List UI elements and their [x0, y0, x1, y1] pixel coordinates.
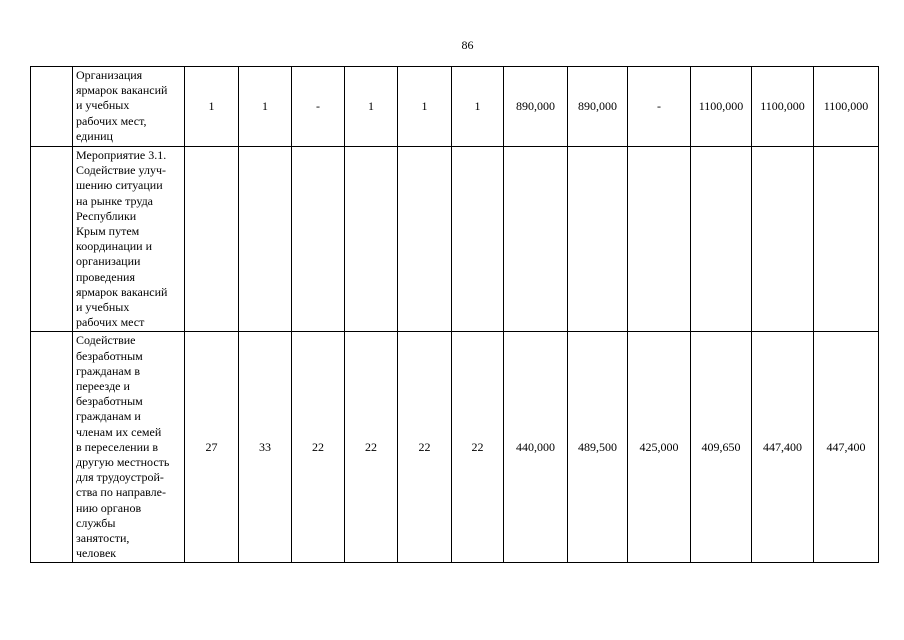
value-cell	[504, 147, 568, 332]
row-label-line: нию органов	[76, 500, 142, 515]
data-table	[30, 66, 879, 563]
row-label-line: безработным	[76, 394, 143, 409]
value-cell	[292, 147, 345, 332]
row-label-line: членам их семей	[76, 424, 162, 439]
value-cell: 409,650	[691, 332, 752, 563]
value-cell: 22	[398, 332, 452, 563]
value-cell: 1	[345, 67, 398, 147]
value-cell	[345, 147, 398, 332]
value-cell: 1	[185, 67, 239, 147]
row-label-line: организации	[76, 254, 141, 269]
row-label-line: Организация	[76, 68, 143, 82]
row-label-line: шению ситуации	[76, 178, 163, 193]
value-cell: 425,000	[628, 332, 691, 563]
row-number-cell	[31, 332, 73, 563]
row-label-line: ярмарок вакансий	[76, 83, 168, 98]
row-label-line: единиц	[76, 128, 113, 143]
row-label-line: Крым путем	[76, 224, 140, 239]
value-cell: 22	[452, 332, 504, 563]
row-label-line: рабочих мест	[76, 315, 145, 330]
row-label-line: координации и	[76, 239, 153, 254]
value-cell: -	[292, 67, 345, 147]
value-cell: 447,400	[814, 332, 879, 563]
row-label-line: ярмарок вакансий	[76, 284, 168, 299]
row-label-line: Мероприятие 3.1.	[76, 148, 167, 162]
value-cell	[185, 147, 239, 332]
row-label-line: Республики	[76, 208, 137, 223]
row-label-line: Содействие улуч-	[76, 163, 166, 178]
value-cell: 489,500	[568, 332, 628, 563]
value-cell: 33	[239, 332, 292, 563]
row-label-line: и учебных	[76, 300, 130, 315]
value-cell: 1100,000	[814, 67, 879, 147]
row-label-cell	[73, 67, 185, 147]
row-label-line: безработным	[76, 348, 143, 363]
value-cell	[691, 147, 752, 332]
value-cell: 440,000	[504, 332, 568, 563]
row-label-line: гражданам и	[76, 409, 141, 424]
value-cell: 27	[185, 332, 239, 563]
table-row	[31, 332, 879, 563]
row-label-line: рабочих мест,	[76, 113, 147, 128]
value-cell: 890,000	[568, 67, 628, 147]
value-cell: 1100,000	[752, 67, 814, 147]
value-cell: 1100,000	[691, 67, 752, 147]
value-cell: 22	[292, 332, 345, 563]
row-label-cell	[73, 147, 185, 332]
row-number-cell	[31, 67, 73, 147]
row-label-line: переезде и	[76, 379, 130, 394]
row-label-line: человек	[76, 546, 117, 561]
value-cell	[814, 147, 879, 332]
value-cell	[452, 147, 504, 332]
value-cell: 1	[398, 67, 452, 147]
value-cell: 1	[239, 67, 292, 147]
row-label-line: проведения	[76, 269, 135, 284]
row-label-line: ства по направле-	[76, 485, 166, 500]
row-label-line: и учебных	[76, 98, 130, 113]
value-cell: 447,400	[752, 332, 814, 563]
value-cell	[752, 147, 814, 332]
row-label-line: для трудоустрой-	[76, 470, 164, 485]
value-cell: 1	[452, 67, 504, 147]
row-label-line: на рынке труда	[76, 193, 153, 208]
value-cell	[398, 147, 452, 332]
row-label-line: занятости,	[76, 531, 130, 546]
value-cell	[239, 147, 292, 332]
page-number: 86	[461, 38, 474, 52]
value-cell	[568, 147, 628, 332]
value-cell: -	[628, 67, 691, 147]
row-label-line: другую местность	[76, 455, 170, 470]
row-number-cell	[31, 147, 73, 332]
table-row	[31, 67, 879, 147]
row-label-line: службы	[76, 515, 116, 530]
value-cell: 22	[345, 332, 398, 563]
value-cell	[628, 147, 691, 332]
row-label-cell	[73, 332, 185, 563]
row-label-line: Содействие	[76, 333, 136, 348]
table-row	[31, 147, 879, 332]
row-label-line: гражданам в	[76, 363, 140, 378]
row-label-line: в переселении в	[76, 439, 159, 454]
value-cell: 890,000	[504, 67, 568, 147]
